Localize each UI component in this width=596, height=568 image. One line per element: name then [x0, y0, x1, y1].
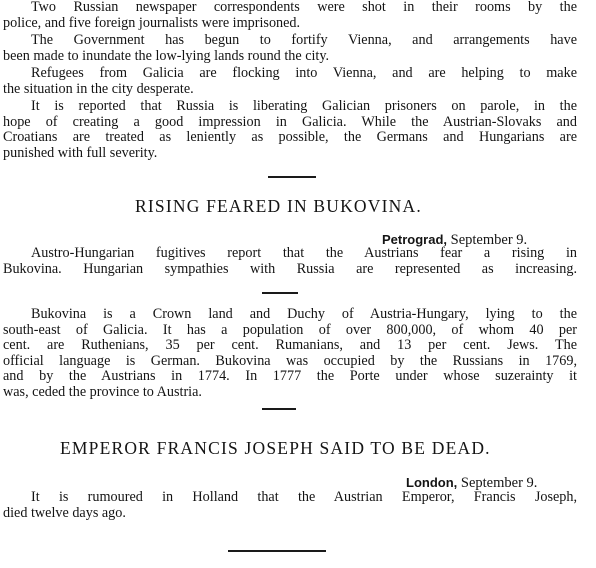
text-line: The Government has begun to fortify Vienna, and arrangements have: [31, 33, 577, 48]
top-paragraph-journalists: [3, 0, 577, 31]
bukovina-background-note: [3, 307, 577, 400]
text-line: Refugees from Galicia are flocking into Vienna, and are helping to make: [31, 66, 577, 81]
bukovina-body: [3, 246, 577, 277]
text-line: died twelve days ago.: [3, 505, 126, 521]
text-line: Croatians are treated as leniently as possible, the Germans and Hungarians are: [3, 130, 577, 145]
headline-bukovina: RISING FEARED IN BUKOVINA.: [135, 196, 422, 216]
text-line: hope of creating a good impression in Galicia. While the Austrian-Slovaks and: [3, 114, 577, 130]
text-line: south-east of Galicia. It has a population of over 800,000, of whom 40 per: [3, 322, 577, 338]
section-divider-rule: [268, 176, 316, 178]
closing-rule: [228, 550, 326, 552]
text-line: and by the Austrians in 1774. In 1777 the Porte under whose suzerainty it: [3, 369, 577, 384]
emperor-body: [3, 490, 577, 521]
top-paragraph-refugees: [3, 66, 577, 97]
text-line: cent. are Ruthenians, 35 per cent. Rumanians, and 13 per cent. Jews. The: [3, 338, 577, 353]
text-line: the situation in the city desperate.: [3, 81, 194, 97]
dateline-place: Petrograd,: [382, 232, 448, 247]
dateline-date: September 9.: [450, 232, 528, 248]
section-divider-rule: [262, 292, 298, 294]
text-line: Two Russian newspaper correspondents were shot in their rooms by the: [31, 0, 577, 15]
text-line: was, ceded the province to Austria.: [3, 384, 202, 400]
text-line: police, and five foreign journalists were imprisoned.: [3, 15, 301, 31]
text-line: Austro-Hungarian fugitives report that the Austrians fear a rising in: [31, 246, 577, 261]
dateline-date: September 9.: [460, 475, 538, 491]
text-line: It is rumoured in Holland that the Austrian Emperor, Francis Joseph,: [31, 490, 577, 505]
text-line: official language is German. Bukovina was occupied by the Russians in 1769,: [3, 353, 577, 369]
text-line: been made to inundate the low-lying lands round the city.: [3, 48, 330, 64]
dateline-place: London,: [406, 475, 458, 490]
text-line: Bukovina. Hungarian sympathies with Russia are represented as increasing.: [3, 261, 577, 277]
section-divider-rule: [262, 408, 296, 410]
text-line: Bukovina is a Crown land and Duchy of Austria-Hungary, lying to the: [31, 307, 577, 322]
text-line: It is reported that Russia is liberating Galician prisoners on parole, in the: [31, 99, 577, 114]
top-paragraph-vienna-fortify: [3, 33, 577, 64]
text-line: punished with full severity.: [3, 145, 158, 161]
top-paragraph-galician-prisoners: [3, 99, 577, 161]
headline-emperor: EMPEROR FRANCIS JOSEPH SAID TO BE DEAD.: [60, 438, 491, 458]
